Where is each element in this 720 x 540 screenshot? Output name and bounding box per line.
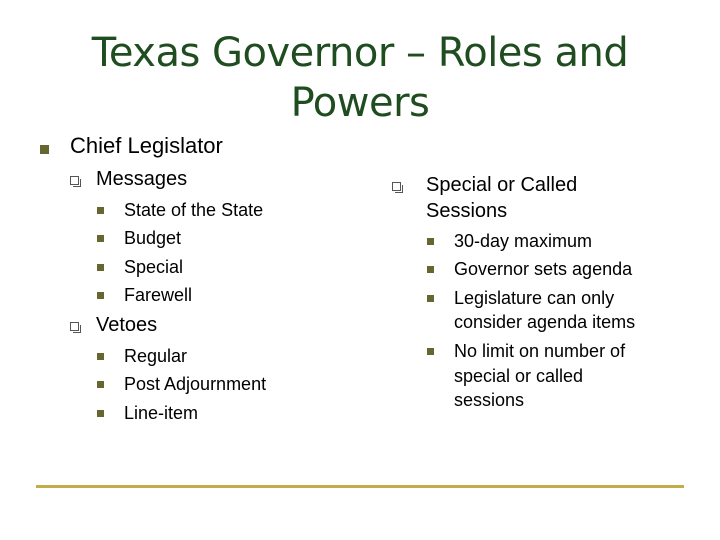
square-bullet-icon: [97, 292, 104, 299]
hollow-square-bullet-icon: [70, 322, 79, 331]
list-item: Regular: [124, 346, 188, 366]
list-item: Farewell: [124, 285, 193, 305]
list-item-continuation: special or called: [454, 366, 584, 386]
square-bullet-icon: [97, 207, 104, 214]
square-bullet-icon: [40, 145, 49, 154]
slide-title: [60, 28, 660, 128]
list-item: Budget: [124, 228, 182, 248]
square-bullet-icon: [427, 295, 434, 302]
square-bullet-icon: [97, 381, 104, 388]
square-bullet-icon: [427, 348, 434, 355]
list-item: Legislature can only: [454, 288, 615, 308]
list-item: 30-day maximum: [454, 231, 593, 251]
bullet-special-sessions-line-1: Special or Called: [426, 174, 578, 196]
square-bullet-icon: [427, 238, 434, 245]
list-item-continuation: sessions: [454, 390, 525, 410]
bullet-messages: Messages: [96, 168, 188, 190]
bullet-chief-legislator: Chief Legislator: [70, 133, 223, 158]
hollow-square-bullet-icon: [70, 176, 79, 185]
title-line-1: Texas Governor – Roles and: [91, 30, 629, 76]
square-bullet-icon: [97, 264, 104, 271]
list-item: State of the State: [124, 200, 264, 220]
square-bullet-icon: [97, 353, 104, 360]
square-bullet-icon: [427, 266, 434, 273]
list-item: No limit on number of: [454, 341, 626, 361]
list-item-continuation: consider agenda items: [454, 312, 636, 332]
footer-divider: [36, 485, 684, 488]
list-item: Line-item: [124, 403, 199, 423]
hollow-square-bullet-icon: [392, 182, 401, 191]
bullet-vetoes: Vetoes: [96, 314, 158, 336]
list-item: Governor sets agenda: [454, 259, 633, 279]
title-line-2: Powers: [290, 80, 430, 126]
list-item: Special: [124, 257, 184, 277]
list-item: Post Adjournment: [124, 374, 267, 394]
bullet-special-sessions-line-2: Sessions: [426, 200, 508, 222]
square-bullet-icon: [97, 410, 104, 417]
square-bullet-icon: [97, 235, 104, 242]
